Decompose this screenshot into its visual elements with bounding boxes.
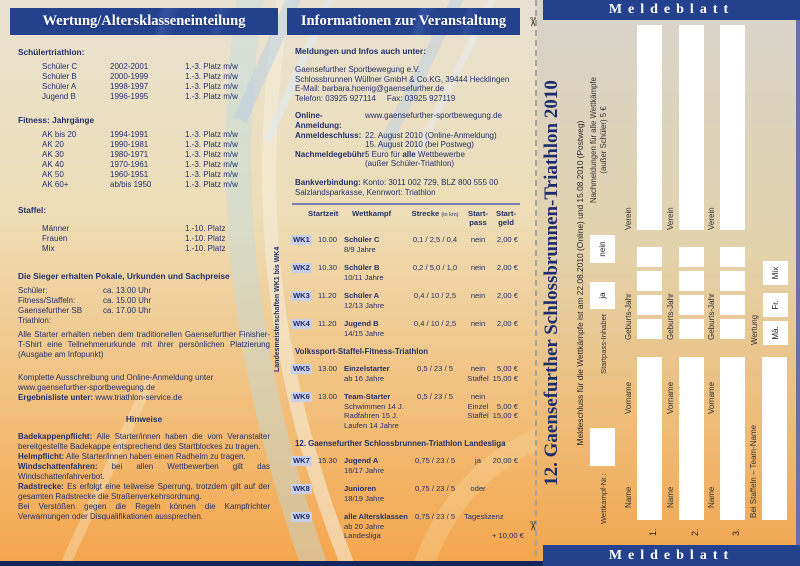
row-number: 1.	[648, 528, 658, 536]
verein-label: Verein	[707, 207, 716, 230]
fitness-table	[42, 130, 278, 190]
registration-info	[18, 373, 270, 403]
panel-informationen	[287, 8, 524, 541]
time-label: Gaensefurther SB Triathlon:	[18, 306, 83, 325]
wk-pass: nein	[470, 291, 486, 301]
table-row	[42, 92, 278, 102]
wk-name: Jugend A 16/17 Jahre	[344, 456, 385, 475]
class-rank: 1.-3. Platz m/w	[185, 180, 238, 189]
hint-paragraph	[18, 462, 270, 482]
wk-pass: nein	[470, 319, 486, 329]
geburtsjahr-digit-box[interactable]	[637, 319, 662, 339]
registration-line: Komplette Ausschreibung und Online-Anmeldung unter	[18, 373, 214, 383]
scissors-icon: ✂	[525, 520, 541, 532]
meldeblatt-form	[538, 0, 796, 566]
wk-row	[291, 263, 520, 282]
class-label: Mix	[42, 244, 55, 253]
wk-strecke: 0,4 / 10 / 2,5	[413, 291, 457, 301]
hint-text: Bei Verstößen gegen die Regeln können die Kampfrichter Verwarnungen oder Disqualifikationen aussprechen.	[18, 502, 270, 522]
table-row	[42, 234, 278, 244]
bottom-strip	[0, 561, 543, 566]
divider	[292, 203, 520, 205]
wk-name: Schüler C 8/9 Jahre	[344, 235, 380, 254]
class-rank: 1.-10. Platz	[185, 224, 226, 233]
wertung-label: Wertung	[750, 314, 759, 345]
class-label: Schüler B	[42, 72, 77, 81]
table-row	[42, 224, 278, 234]
table-row	[42, 72, 278, 82]
late-registration-note: Nachmeldungen für alle Wettkämpfe (außer Schüler) 5 €	[589, 77, 608, 203]
fitness-heading: Fitness: Jahrgänge	[18, 115, 95, 125]
contact-line: E-Mail: barbara.hoenig@gaensefurther.de	[295, 84, 445, 94]
volkssport-heading: Volkssport-Staffel-Fitness-Triathlon	[295, 347, 429, 357]
verein-label: Verein	[666, 207, 675, 230]
wk-strecke: 0,75 / 23 / 5	[414, 456, 456, 466]
startpass-ja-checkbox[interactable]	[590, 282, 615, 309]
class-rank: 1.-3. Platz m/w	[185, 130, 238, 139]
wk-strecke: 0,75 / 23 / 5	[414, 484, 456, 494]
wk-time: 11.20	[318, 319, 337, 329]
class-rank: 1.-3. Platz m/w	[185, 170, 238, 179]
contact-line: Telefon: 03925 927114 Fax: 03925 927119	[295, 93, 456, 103]
form-subtitle: Meldeschluss für die Wettkämpfe ist am 22.08.2010 (Online) und 15.08.2010 (Postweg)	[575, 120, 585, 446]
bank-line	[295, 178, 520, 188]
contact-heading: Meldungen und Infos auch unter:	[295, 46, 426, 56]
wk-pass: nein	[470, 235, 486, 245]
wk-strecke: 0,1 / 2,5 / 0,4	[412, 235, 458, 245]
hint-text: bei allen Wettbewerben gilt das Windschattenfahrverbot.	[18, 462, 270, 482]
bank-value: Konto: 3011 002 729, BLZ 800 555 00	[360, 177, 499, 187]
hint-label: Badekappenpflicht:	[18, 432, 93, 442]
nein-label: nein	[598, 241, 607, 257]
wk-row	[291, 484, 520, 503]
hint-text: Alle Starter/innen haben die vom Veranstalter bereitgestellte Badekappe entsprechend des Startblockes zu tragen.	[18, 432, 270, 452]
team-name-label: Bei Staffeln – Team-Name	[749, 424, 758, 518]
table-row	[42, 150, 278, 160]
latefee-value	[365, 150, 520, 160]
wk-strecke: 0,4 / 10 / 2,5	[413, 319, 457, 329]
class-label: Schüler A	[42, 82, 77, 91]
staffel-heading: Staffel:	[18, 205, 47, 215]
table-row	[42, 160, 278, 170]
table-header	[291, 209, 520, 227]
geburtsjahr-digit-box[interactable]	[637, 247, 662, 267]
wk-time: 10.00	[318, 235, 338, 245]
registration-url: www.gaensefurther-sportbewegung.de	[18, 383, 155, 393]
table-row	[42, 130, 278, 140]
time-value: ca. 15.00 Uhr	[103, 296, 152, 305]
wk-row	[291, 392, 520, 430]
form-title: 12. Gaensefurther Schlossbrunnen-Triathlon 2010	[541, 80, 562, 486]
class-label: AK 60+	[42, 180, 69, 189]
time-label: Fitness/Staffeln:	[18, 296, 76, 305]
staffel-table	[10, 224, 278, 254]
latefee-value: (außer Schüler-Triathlon)	[365, 159, 455, 169]
wk-time	[318, 484, 344, 503]
class-rank: 1.-3. Platz m/w	[185, 62, 238, 71]
time-row	[18, 296, 278, 306]
hint-text: Es erfolgt eine teilweise Sperrung, trotzdem gilt auf der gesamten Radstrecke die Straßenverkehrsordnung.	[18, 482, 270, 502]
verein-field[interactable]	[720, 25, 745, 230]
wk-strecke: 0,5 / 23 / 5	[417, 364, 453, 374]
hint-label: Helmpflicht:	[18, 452, 65, 462]
competition-table	[291, 209, 524, 541]
deadline-values	[365, 131, 520, 150]
wk-time: 15.30	[318, 456, 338, 466]
class-label: Frauen	[42, 234, 68, 243]
wk-geld: 2,00 €	[496, 319, 518, 329]
wk-time: 11.20	[318, 291, 337, 301]
results-url: www.triathlon-service.de	[93, 393, 183, 403]
class-rank: 1.-10. Platz	[185, 234, 226, 243]
team-name-field[interactable]	[762, 357, 787, 520]
name-vorname-field[interactable]	[637, 357, 662, 520]
class-years: 1994-1991	[110, 130, 149, 139]
latefee-post: Wettbewerbe	[415, 149, 465, 159]
wettkampf-nr-label: Wettkampf-Nr.:	[599, 473, 608, 524]
time-value: ca. 17.00 Uhr	[103, 306, 152, 315]
wk-row	[291, 235, 520, 254]
class-label: Männer	[42, 224, 70, 233]
time-value: ca. 13.00 Uhr	[103, 286, 152, 295]
panel-wertung	[10, 8, 278, 522]
results-line	[18, 393, 270, 403]
geburtsjahr-label: Geburts-Jahr	[624, 293, 633, 340]
bank-line: Salzlandsparkasse, Kennwort: Triathlon	[295, 187, 436, 197]
table-row	[42, 244, 278, 254]
wk-badge: WK7	[293, 456, 310, 466]
class-rank: 1.-3. Platz m/w	[185, 72, 238, 81]
wk-geld	[492, 484, 520, 503]
col-startpass: Start- pass	[467, 209, 489, 228]
wk-pass: ja	[475, 456, 481, 466]
wk-badge: WK4	[293, 319, 310, 329]
hint-paragraph	[18, 502, 270, 522]
scissors-icon: ✂	[525, 16, 541, 28]
verein-label: Verein	[624, 207, 633, 230]
time-row	[18, 306, 278, 326]
class-label: AK 30	[42, 150, 64, 159]
contact-line: Gaensefurther Sportbewegung e.V.	[295, 65, 421, 74]
wk-pass: nein Staffel	[467, 364, 489, 383]
prizes-heading: Die Sieger erhalten Pokale, Urkunden und Sachpreise	[18, 271, 230, 281]
cut-line	[535, 0, 537, 566]
wertung-frauen-checkbox[interactable]	[763, 293, 788, 317]
class-rank: 1.-10. Platz	[185, 244, 226, 253]
online-url: www.gaensefurther-sportbewegung.de	[365, 111, 502, 121]
name-vorname-field[interactable]	[720, 357, 745, 520]
deadline-row	[295, 131, 520, 150]
latefee-pre: 5 Euro für	[365, 149, 403, 159]
col-strecke: Strecke (in km)	[411, 209, 459, 219]
verein-field[interactable]	[679, 25, 704, 230]
class-label: Schüler C	[42, 62, 78, 71]
class-rank: 1.-3. Platz m/w	[185, 150, 238, 159]
wertung-header-title: Wertung/Altersklasseneinteilung	[42, 13, 246, 29]
wk-geld: 2,00 €	[496, 235, 518, 245]
class-label: AK 50	[42, 170, 64, 179]
wertung-mix-checkbox[interactable]	[763, 261, 788, 285]
info-header-title: Informationen zur Veranstaltung	[300, 13, 507, 29]
landesmeisterschaften-label: Landesmeisterschaften WK1 bis WK4	[274, 246, 281, 372]
geburtsjahr-digit-box[interactable]	[720, 271, 745, 291]
class-years: 2002-2001	[110, 62, 149, 71]
wk-time	[318, 512, 344, 541]
class-years: 1970-1961	[110, 160, 149, 169]
wk-strecke: 0,2 / 5,0 / 1,0	[412, 263, 458, 273]
wk-geld: 20,00 €	[492, 456, 518, 466]
class-label: AK 40	[42, 160, 64, 169]
wk-geld: 2,00 €	[496, 291, 518, 301]
hint-label: Windschattenfahren:	[18, 462, 98, 472]
class-rank: 1.-3. Platz m/w	[185, 160, 238, 169]
latefee-bold: alle	[402, 149, 416, 159]
online-registration-row	[295, 111, 520, 130]
wk-row	[291, 456, 520, 475]
geburtsjahr-digit-box[interactable]	[637, 295, 662, 315]
wk-geld: 2,00 €	[496, 263, 518, 273]
wk-row	[291, 319, 520, 338]
hint-text: Alle Starter/innen haben einen Radhelm zu tragen.	[64, 452, 246, 462]
geburtsjahr-label: Geburts-Jahr	[666, 293, 675, 340]
geburtsjahr-digit-box[interactable]	[679, 247, 704, 267]
table-row	[42, 82, 278, 92]
wk-time: 13.00	[318, 364, 338, 374]
col-wettkampf: Wettkampf	[352, 209, 392, 219]
entry-row	[707, 0, 749, 566]
wk-pass: oder	[470, 484, 486, 494]
wk-badge: WK3	[293, 291, 310, 301]
wettkampf-nr-field[interactable]	[590, 428, 615, 466]
class-label: AK bis 20	[42, 130, 77, 139]
wk-time: 13.00	[318, 392, 338, 402]
mix-label: Mix	[771, 266, 780, 280]
class-years: 1996-1995	[110, 92, 149, 101]
table-row	[42, 180, 278, 190]
wk-name: Junioren 18/19 Jahre	[344, 484, 385, 503]
time-label: Schüler:	[18, 286, 48, 295]
wk-strecke: 0,75 / 23 / 5	[414, 512, 456, 522]
landesliga-heading: 12. Gaensefurther Schlossbrunnen-Triathlon Landesliga	[295, 439, 506, 449]
class-rank: 1.-3. Platz m/w	[185, 92, 238, 101]
class-rank: 1.-3. Platz m/w	[185, 140, 238, 149]
wk-badge: WK1	[293, 235, 310, 245]
geburtsjahr-digit-box[interactable]	[720, 247, 745, 267]
vorname-label: Vorname	[707, 381, 716, 414]
class-years: 1990-1981	[110, 140, 149, 149]
time-row	[18, 286, 278, 296]
wk-badge: WK9	[293, 512, 310, 522]
deadline-label: Anmeldeschluss:	[295, 130, 362, 140]
startpass-nein-checkbox[interactable]	[590, 235, 615, 263]
schueler-heading: Schülertriathlon:	[18, 47, 85, 57]
info-header-bar	[287, 8, 520, 35]
class-label: Jugend B	[42, 92, 76, 101]
geburtsjahr-label: Geburts-Jahr	[707, 293, 716, 340]
class-years: 1980-1971	[110, 150, 149, 159]
deadline-value: 22. August 2010 (Online-Anmeldung)	[365, 130, 497, 140]
wk-row	[291, 291, 520, 310]
hint-label: Radstrecke:	[18, 482, 64, 492]
geburtsjahr-digit-box[interactable]	[679, 295, 704, 315]
hints-block	[10, 432, 278, 522]
page-edge	[796, 0, 800, 566]
vorname-label: Vorname	[624, 381, 633, 414]
wk-badge: WK5	[293, 364, 310, 374]
wk-pass: nein	[470, 263, 486, 273]
wk-name: Jugend B 14/15 Jahre	[344, 319, 385, 338]
table-row	[42, 140, 278, 150]
wk-strecke: 0,5 / 23 / 5	[417, 392, 453, 402]
deadline-value: 15. August 2010 (bei Postweg)	[365, 140, 474, 150]
startpass-label: Startpass-Inhaber	[599, 313, 608, 374]
hint-paragraph	[18, 432, 270, 452]
name-label: Name	[624, 486, 633, 508]
wertung-maenner-checkbox[interactable]	[763, 321, 788, 345]
wk-pass: nein Einzel Staffel	[467, 392, 489, 421]
wk-name: Schüler A 12/13 Jahre	[344, 291, 385, 310]
maenner-label: Mä.	[771, 326, 780, 340]
geburtsjahr-digit-box[interactable]	[679, 271, 704, 291]
wk-badge: WK8	[293, 484, 310, 494]
col-startzeit: Startzeit	[308, 209, 339, 219]
wk-geld: + 10,00 €	[492, 531, 524, 541]
name-label: Name	[707, 486, 716, 508]
latefee-row	[295, 150, 520, 169]
class-label: AK 20	[42, 140, 64, 149]
online-label: Online-Anmeldung:	[295, 111, 342, 130]
contact-line: Schlossbrunnen Wüllner GmbH & Co.KG, 39444 Hecklingen	[295, 74, 510, 84]
wk-pass: Tageslizenz	[464, 512, 504, 522]
wk-row	[291, 364, 520, 383]
meldeblatt-bar-top: Meldeblatt	[543, 0, 800, 20]
bank-label: Bankverbindung:	[295, 177, 361, 187]
geburtsjahr-digit-box[interactable]	[720, 295, 745, 315]
geburtsjahr-digit-box[interactable]	[679, 319, 704, 339]
hints-heading: Hinweise	[125, 414, 163, 425]
class-rank: 1.-3. Platz m/w	[185, 82, 238, 91]
frauen-label: Fr.	[771, 300, 780, 310]
entry-row	[666, 0, 708, 566]
row-number: 2.	[690, 528, 700, 536]
wk-name: Team-Starter Schwimmen 14 J. Radfahren 15 J. Laufen 14 Jahre	[344, 392, 404, 430]
wk-name: Einzelstarter ab 16 Jahre	[344, 364, 390, 383]
wk-name: Schüler B 10/11 Jahre	[344, 263, 384, 282]
geburtsjahr-digit-box[interactable]	[637, 271, 662, 291]
name-label: Name	[666, 486, 675, 508]
schueler-table	[42, 62, 278, 102]
geburtsjahr-digit-box[interactable]	[720, 319, 745, 339]
table-row	[42, 62, 278, 72]
bank-info	[295, 178, 520, 197]
latefee-label: Nachmeldegebühr:	[295, 149, 368, 159]
entry-row	[624, 0, 666, 566]
hint-paragraph	[18, 482, 270, 502]
wk-row	[291, 512, 524, 541]
col-startgeld: Start- geld	[495, 209, 517, 228]
wk-geld: 5,00 € 15,00 €	[492, 364, 518, 383]
latefee-values	[365, 150, 520, 169]
ceremony-times	[10, 286, 278, 326]
class-years: 1960-1951	[110, 170, 149, 179]
class-years: 2000-1999	[110, 72, 149, 81]
ja-label: ja	[598, 292, 607, 299]
wk-badge: WK2	[293, 263, 310, 273]
row-number: 3.	[731, 528, 741, 536]
name-vorname-field[interactable]	[679, 357, 704, 520]
class-years: ab/bis 1950	[110, 180, 152, 189]
wk-badge: WK6	[293, 392, 310, 402]
vorname-label: Vorname	[666, 381, 675, 414]
wk-name: alle Altersklassen ab 20 Jahre Landesliga	[344, 512, 408, 541]
class-years: 1998-1997	[110, 82, 149, 91]
wertung-header-bar	[10, 8, 278, 35]
wk-time: 10.30	[318, 263, 338, 273]
hint-paragraph	[18, 452, 270, 462]
wk-geld: 5,00 € 15,00 €	[492, 401, 518, 421]
finisher-note: Alle Starter erhalten neben dem traditionellen Gaensefurther Finisher-T-Shirt eine Teilnehmerurkunde mit ihrer persönlichen Platzierung (Ausgabe am Infopunkt)	[18, 330, 270, 359]
verein-field[interactable]	[637, 25, 662, 230]
results-label: Ergebnisliste unter:	[18, 393, 94, 403]
meldeblatt-bar-bottom: Meldeblatt	[543, 545, 800, 566]
table-row	[42, 170, 278, 180]
